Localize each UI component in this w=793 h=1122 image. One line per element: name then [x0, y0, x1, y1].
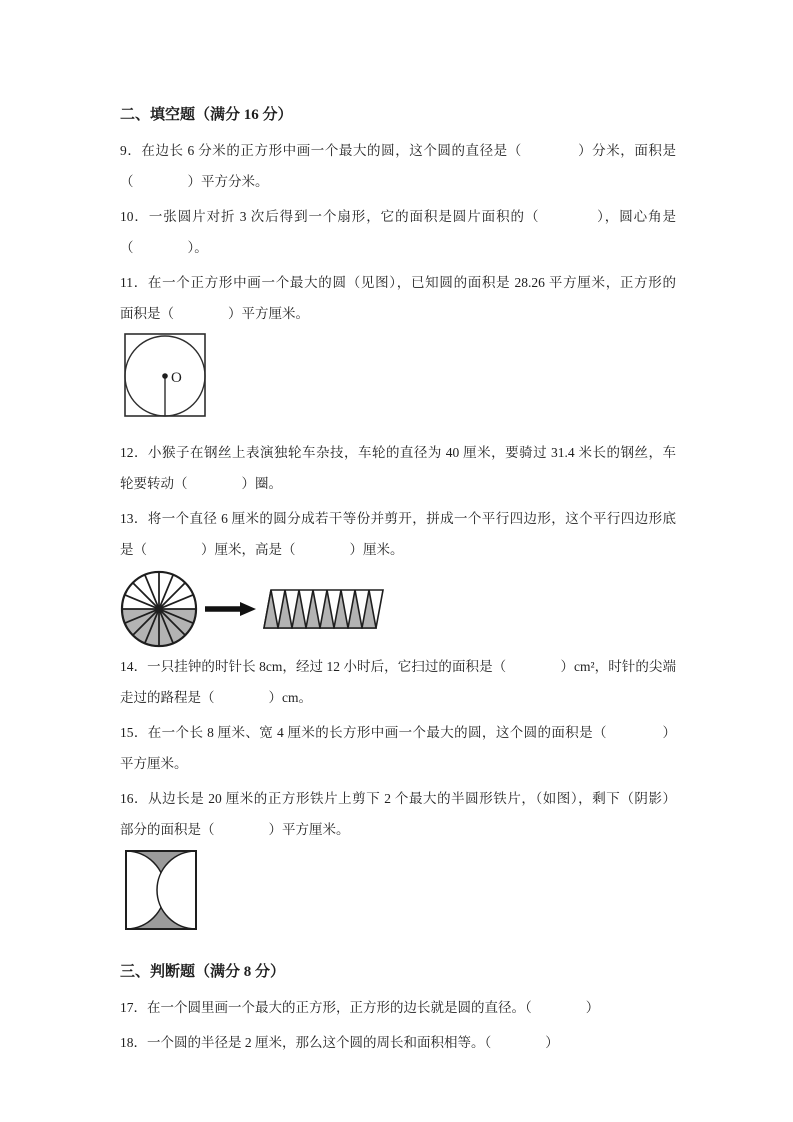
question-14: [120, 651, 676, 713]
question-11: [120, 267, 676, 329]
section-gap: [120, 949, 676, 957]
question-line: 平方厘米。: [120, 756, 188, 771]
diagram-square-with-semicircles: [124, 849, 676, 931]
question-line: 11．在一个正方形中画一个最大的圆（见图），已知圆的面积是 28.26 平方厘米，正方形的: [120, 275, 676, 290]
shaded-square-figure: [124, 849, 198, 931]
question-12: [120, 437, 676, 499]
question-17: [120, 992, 676, 1023]
question-line: 18．一个圆的半径是 2 厘米，那么这个圆的周长和面积相等。（ ）: [120, 1035, 559, 1050]
question-line: 14．一只挂钟的时针长 8cm，经过 12 小时后，它扫过的面积是（ ）cm²，时针的尖端: [120, 659, 676, 674]
question-16: [120, 783, 676, 845]
worksheet-content: [120, 100, 676, 1062]
question-line: 13．将一个直径 6 厘米的圆分成若干等份并剪开，拼成一个平行四边形，这个平行四边形底: [120, 511, 676, 526]
section-title-true-false: 三、判断题（满分 8 分）: [120, 964, 286, 980]
section-title-fill-in-blanks: 二、填空题（满分 16 分）: [120, 107, 293, 123]
question-line: 9．在边长 6 分米的正方形中画一个最大的圆，这个圆的直径是（ ）分米，面积是: [120, 143, 676, 158]
question-15: [120, 717, 676, 779]
question-13: [120, 503, 676, 565]
question-line: 17．在一个圆里画一个最大的正方形，正方形的边长就是圆的直径。（ ）: [120, 1000, 600, 1015]
question-line: 15．在一个长 8 厘米、宽 4 厘米的长方形中画一个最大的圆，这个圆的面积是（ ）: [120, 725, 676, 740]
question-line: 走过的路程是（ ）cm。: [120, 690, 312, 705]
question-line: （ ）。: [120, 240, 208, 255]
question-line: 部分的面积是（ ）平方厘米。: [120, 822, 350, 837]
center-dot: [162, 373, 168, 379]
question-line: 轮要转动（ ）圈。: [120, 476, 282, 491]
question-line: 12．小猴子在钢丝上表演独轮车杂技，车轮的直径为 40 厘米，要骑过 31.4 米长的钢丝，车: [120, 445, 676, 460]
inscribed-circle-figure: [124, 333, 206, 419]
question-line: （ ）平方分米。: [120, 174, 269, 189]
question-line: 是（ ）厘米，高是（ ）厘米。: [120, 542, 404, 557]
diagram-sectors-to-parallelogram: [120, 569, 676, 649]
diagram-inscribed-circle-in-square: [124, 333, 676, 419]
question-line: 面积是（ ）平方厘米。: [120, 306, 309, 321]
question-line: 16．从边长是 20 厘米的正方形铁片上剪下 2 个最大的半圆形铁片，（如图），剩下（阴影）: [120, 791, 676, 806]
question-18: [120, 1027, 676, 1058]
question-9: [120, 135, 676, 197]
sector-circle-figure: [120, 569, 198, 649]
question-line: 10．一张圆片对折 3 次后得到一个扇形，它的面积是圆片面积的（ ），圆心角是: [120, 209, 676, 224]
arrow-right-icon: [204, 601, 256, 617]
parallelogram-figure: [262, 588, 386, 630]
circle-center-label: O: [171, 370, 182, 386]
question-10: [120, 201, 676, 263]
